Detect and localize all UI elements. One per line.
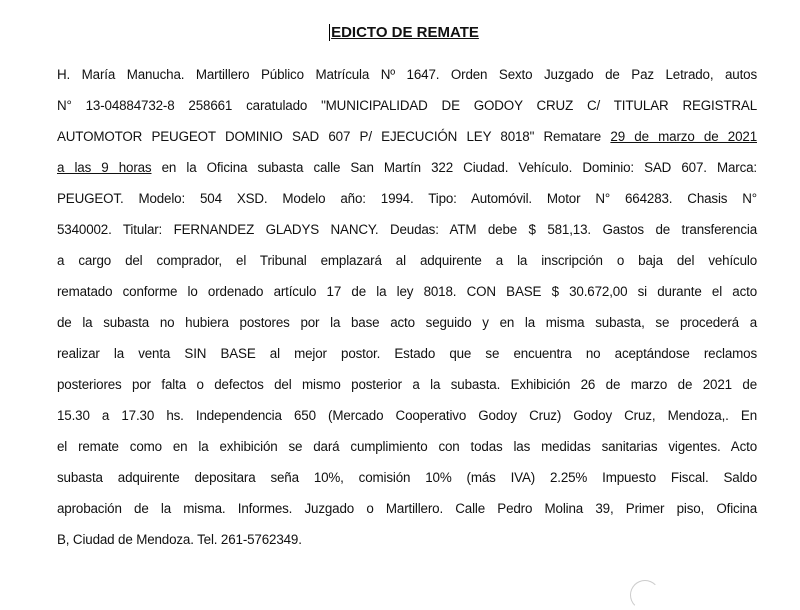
- text-segment: AUTOMOTOR PEUGEOT DOMINIO SAD 607 P/ EJECUCIÓN LEY 8018" Rematare: [57, 129, 611, 144]
- paragraph-line: [57, 281, 757, 312]
- faint-mark-icon: [630, 580, 660, 610]
- text-segment: H. María Manucha. Martillero Público Matrícula Nº 1647. Orden Sexto Juzgado de Paz Letrado, autos: [57, 67, 757, 82]
- paragraph-line: [57, 126, 757, 157]
- paragraph-line: [57, 95, 757, 126]
- paragraph-line: [57, 312, 757, 343]
- text-segment: de la subasta no hubiera postores por la base acto seguido y en la misma subasta, se procederá a: [57, 315, 757, 330]
- document-body: [57, 64, 757, 560]
- underlined-text: 29 de marzo de 2021: [610, 129, 757, 144]
- paragraph-line: [57, 157, 757, 188]
- text-segment: B, Ciudad de Mendoza. Tel. 261-5762349.: [57, 532, 302, 547]
- text-segment: posteriores por falta o defectos del mismo posterior a la subasta. Exhibición 26 de marzo de 2021 de: [57, 377, 757, 392]
- document-title: EDICTO DE REMATE: [331, 24, 479, 41]
- paragraph-line: [57, 498, 757, 529]
- underlined-text: a las 9 horas: [57, 160, 152, 175]
- text-segment: en la Oficina subasta calle San Martín 322 Ciudad. Vehículo. Dominio: SAD 607. Marca:: [151, 160, 757, 175]
- text-segment: a cargo del comprador, el Tribunal emplazará al adquirente a la inscripción o baja del vehículo: [57, 253, 757, 268]
- paragraph-line: [57, 467, 757, 498]
- paragraph-line: [57, 219, 757, 250]
- text-segment: el remate como en la exhibición se dará cumplimiento con todas las medidas sanitarias vigentes. Acto: [57, 439, 757, 454]
- paragraph-line: [57, 374, 757, 405]
- paragraph-line: [57, 529, 757, 560]
- text-segment: PEUGEOT. Modelo: 504 XSD. Modelo año: 1994. Tipo: Automóvil. Motor N° 664283. Chasis N°: [57, 191, 757, 206]
- text-segment: N° 13-04884732-8 258661 caratulado "MUNICIPALIDAD DE GODOY CRUZ C/ TITULAR REGISTRAL: [57, 98, 757, 113]
- paragraph-line: [57, 343, 757, 374]
- text-segment: rematado conforme lo ordenado artículo 17 de la ley 8018. CON BASE $ 30.672,00 si durante el acto: [57, 284, 757, 299]
- text-segment: realizar la venta SIN BASE al mejor postor. Estado que se encuentra no aceptándose reclamos: [57, 346, 757, 361]
- paragraph-line: [57, 405, 757, 436]
- paragraph-line: [57, 250, 757, 281]
- paragraph-line: [57, 64, 757, 95]
- text-segment: aprobación de la misma. Informes. Juzgado o Martillero. Calle Pedro Molina 39, Primer piso, Oficina: [57, 501, 757, 516]
- paragraph-line: [57, 436, 757, 467]
- paragraph-line: [57, 188, 757, 219]
- text-segment: 5340002. Titular: FERNANDEZ GLADYS NANCY. Deudas: ATM debe $ 581,13. Gastos de transferencia: [57, 222, 757, 237]
- text-segment: 15.30 a 17.30 hs. Independencia 650 (Mercado Cooperativo Godoy Cruz) Godoy Cruz, Mendoza,. En: [57, 408, 757, 423]
- text-segment: subasta adquirente depositara seña 10%, comisión 10% (más IVA) 2.25% Impuesto Fiscal. Saldo: [57, 470, 757, 485]
